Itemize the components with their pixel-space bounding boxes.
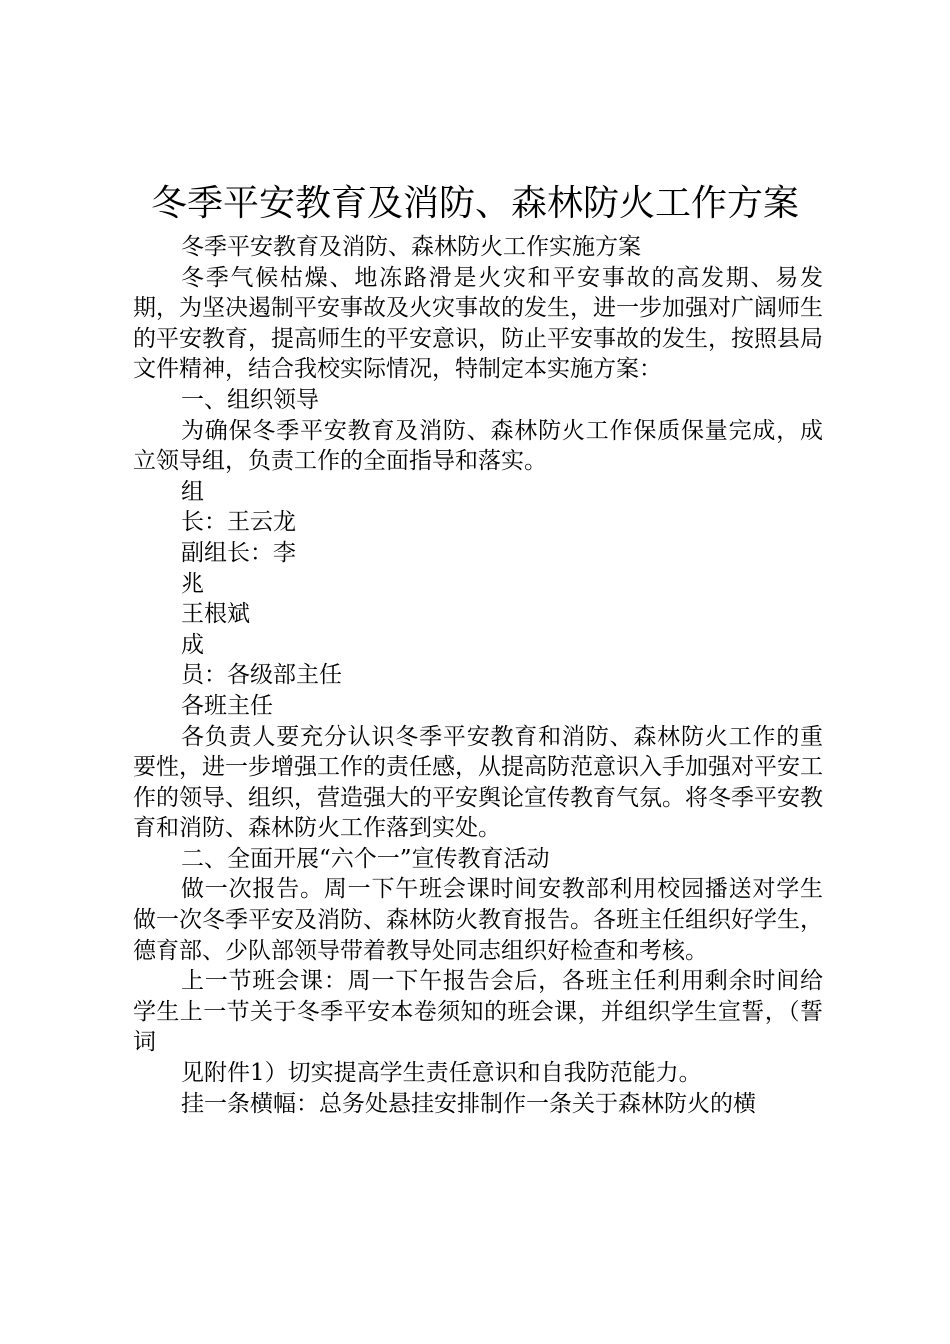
- document-title: 冬季平安教育及消防、森林防火工作方案: [150, 183, 799, 224]
- roster-line: 副组长：李: [181, 539, 296, 566]
- section-heading-2: 二、全面开展“六个一”宣传教育活动: [181, 845, 550, 872]
- paragraph: 上一节班会课：周一下午报告会后，各班主任利用剩余时间给学生上一节关于冬季平安本卷须知的班会课，并组织学生宣誓，（誓词: [133, 968, 823, 1056]
- roster-line: 员：各级部主任: [181, 662, 342, 689]
- roster-line: 长：王云龙: [181, 509, 296, 536]
- paragraph: 为确保冬季平安教育及消防、森林防火工作保质保量完成，成立领导组，负责工作的全面指导和落实。: [133, 417, 823, 475]
- paragraph: 见附件1）切实提高学生责任意识和自我防范能力。: [181, 1060, 702, 1087]
- document-body: [133, 232, 823, 1119]
- roster-line: 王根斌: [181, 601, 250, 628]
- paragraph-intro: 冬季气候枯燥、地冻路滑是火灾和平安事故的高发期、易发期，为坚决遏制平安事故及火灾事故的发生，进一步加强对广阔师生的平安教育，提高师生的平安意识，防止平安事故的发生，按照县局文件精神，结合我校实际情况，特制定本实施方案：: [133, 264, 823, 383]
- paragraph-subtitle: 冬季平安教育及消防、森林防火工作实施方案: [181, 234, 641, 260]
- roster-line: 各班主任: [181, 692, 273, 719]
- section-heading-1: 一、组织领导: [181, 386, 319, 413]
- roster-line: 成: [181, 631, 204, 658]
- roster-line: 组: [181, 478, 204, 505]
- roster-line: 兆: [181, 570, 204, 597]
- paragraph: 挂一条横幅：总务处悬挂安排制作一条关于森林防火的横: [181, 1090, 756, 1117]
- paragraph: 做一次报告。周一下午班会课时间安教部利用校园播送对学生做一次冬季平安及消防、森林防火教育报告。各班主任组织好学生，德育部、少队部领导带着教导处同志组织好检查和考核。: [133, 876, 823, 964]
- paragraph: 各负责人要充分认识冬季平安教育和消防、森林防火工作的重要性，进一步增强工作的责任感，从提高防范意识入手加强对平安工作的领导、组织，营造强大的平安舆论宣传教育气氛。将冬季平安教育和消防、森林防火工作落到实处。: [133, 723, 823, 842]
